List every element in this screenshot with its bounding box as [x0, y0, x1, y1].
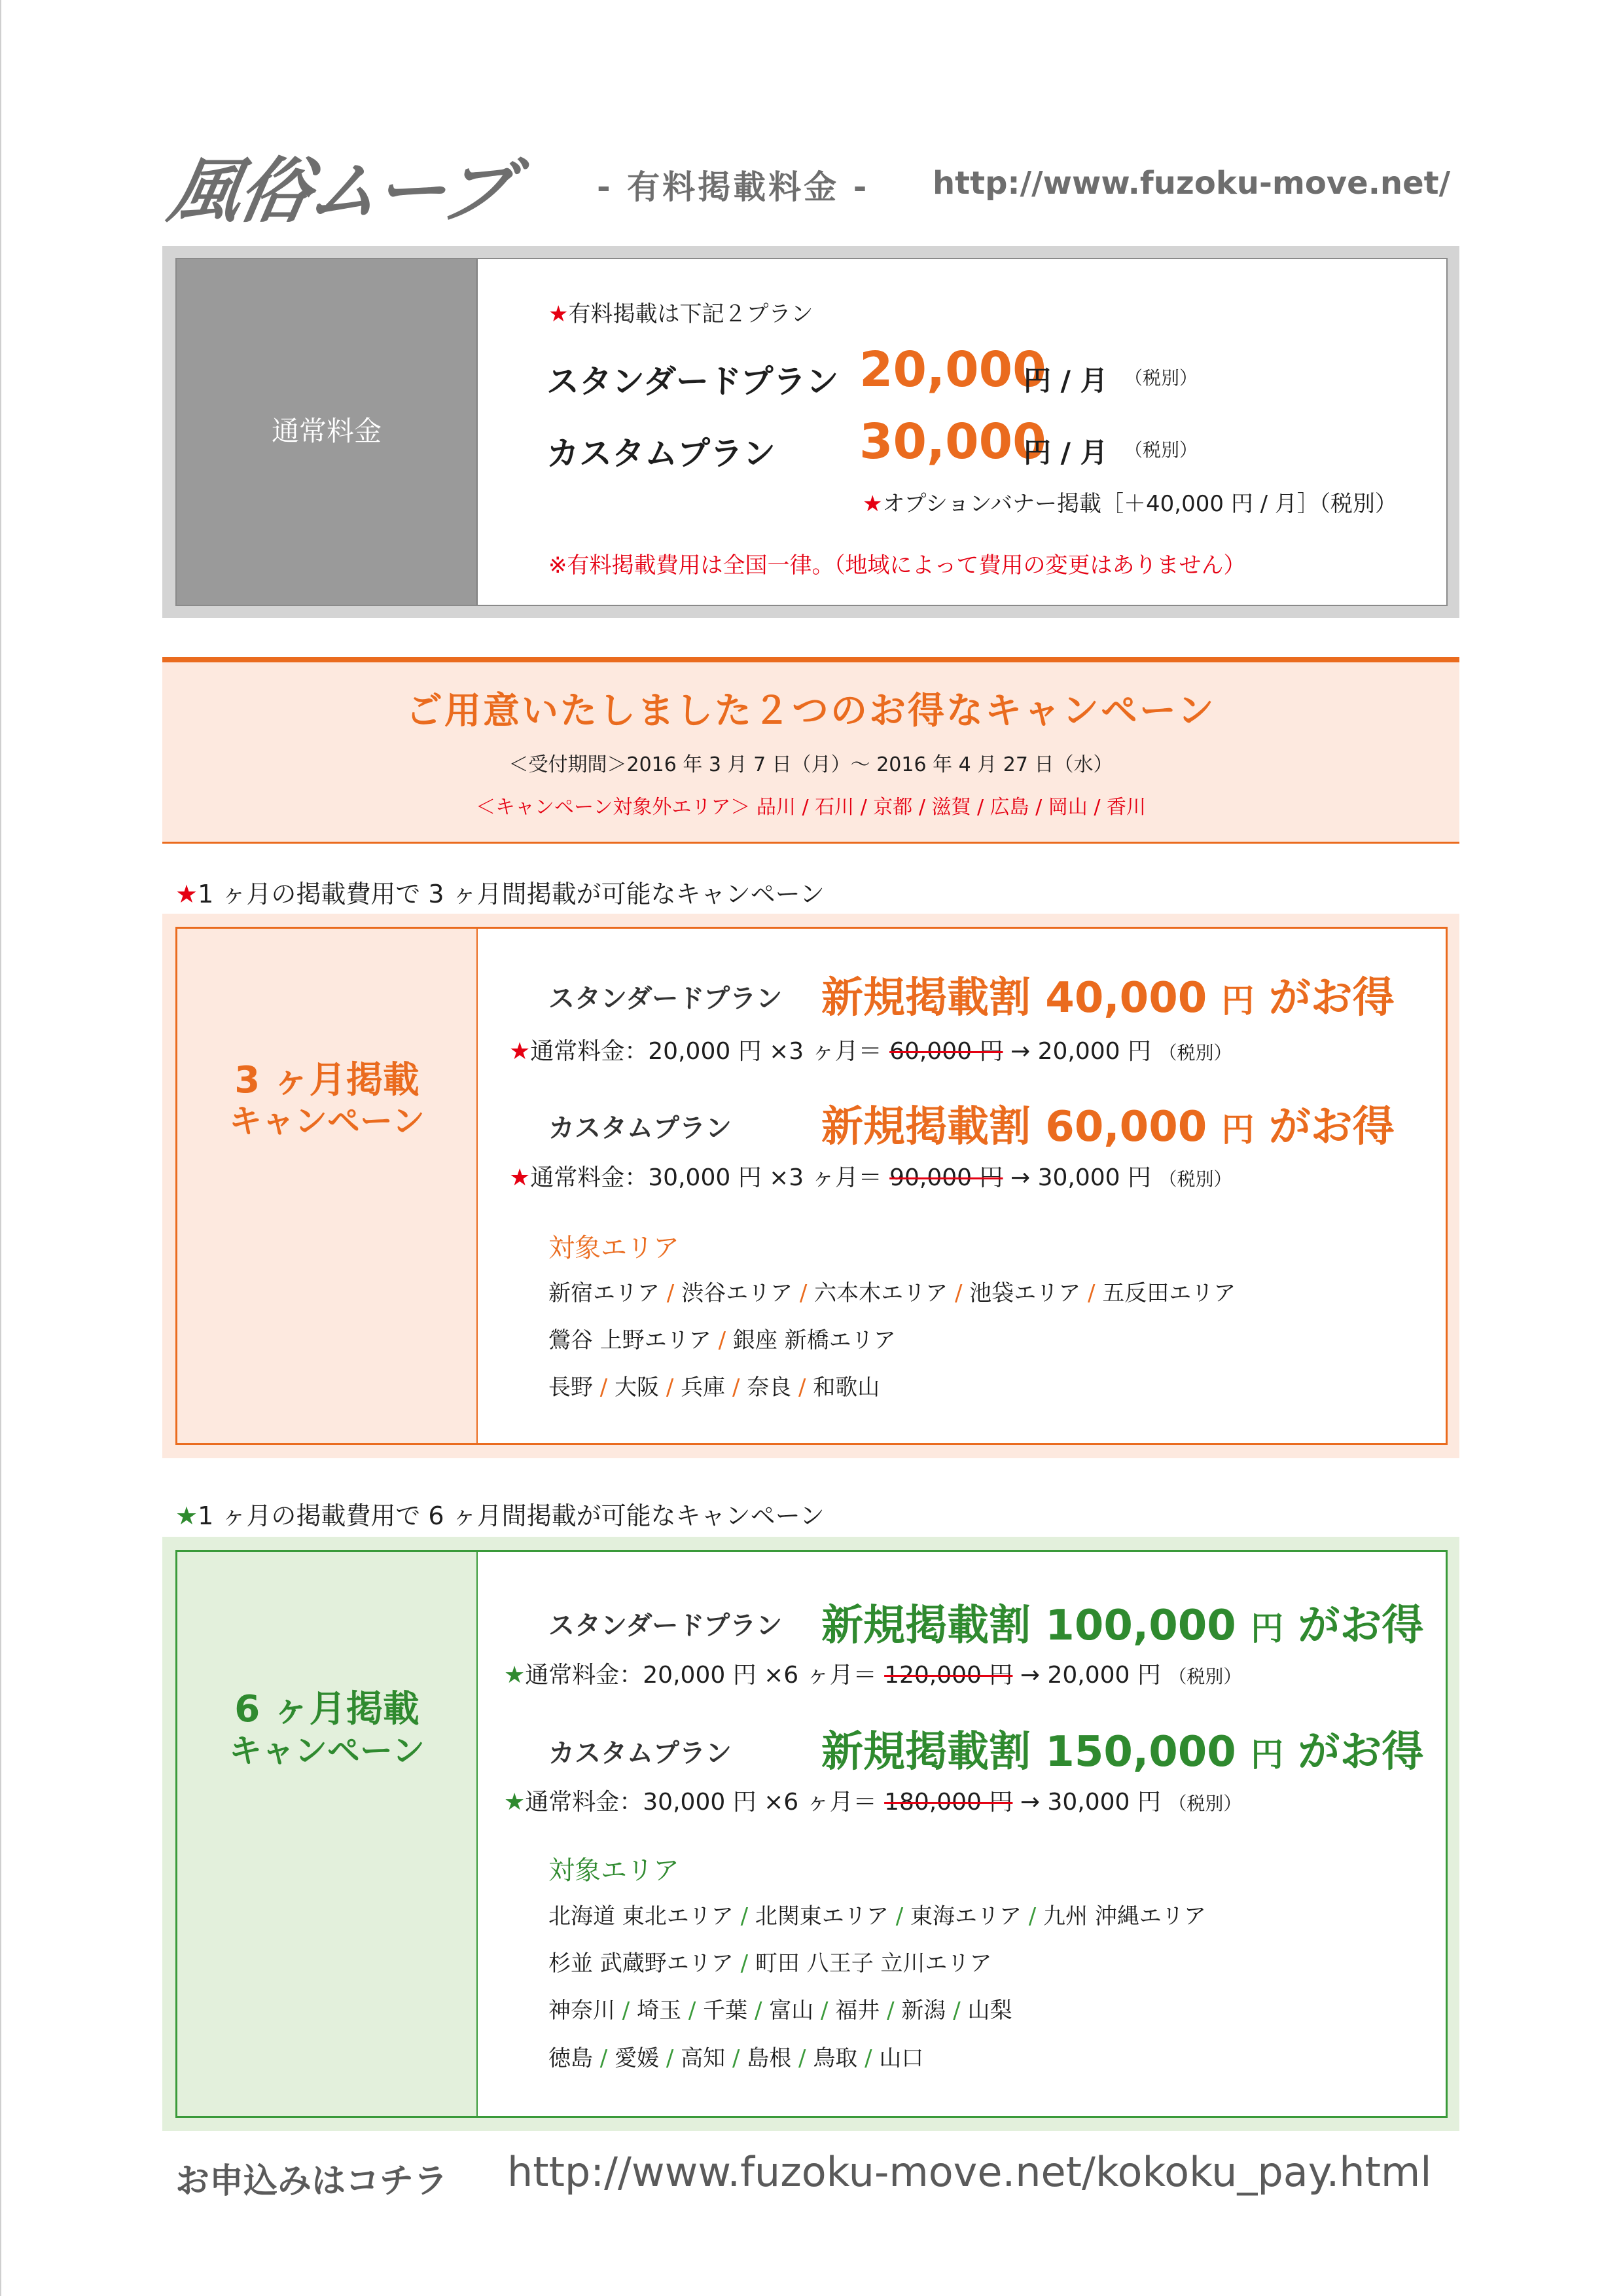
- area-item: 北関東エリア: [755, 1903, 889, 1929]
- star-icon: ★: [509, 1164, 531, 1191]
- deal-yen: 円: [1221, 1111, 1255, 1149]
- campaign-period: ＜受付期間＞2016 年 3 月 7 日（月）～ 2016 年 4 月 27 日（水）: [508, 753, 1113, 776]
- area-item: 千葉: [703, 1998, 748, 2024]
- campaign3-custom-calc: [509, 1159, 1232, 1193]
- campaign3-custom-deal: [821, 1093, 1395, 1153]
- area-item: 新潟: [901, 1998, 946, 2024]
- deal-yen: 円: [1221, 982, 1255, 1020]
- plan-intro-text: 有料掲載は下記２プラン: [568, 301, 813, 327]
- option-banner-text: オプションバナー掲載［＋40,000 円 / 月］（税別）: [882, 491, 1397, 517]
- campaign3-standard-deal: [821, 964, 1395, 1024]
- deal-suffix: がお得: [1283, 1602, 1424, 1650]
- site-url-link[interactable]: http://www.fuzoku-move.net/: [933, 165, 1451, 202]
- deal-amount: 60,000: [1045, 1103, 1207, 1151]
- star-icon: ★: [504, 1789, 526, 1816]
- area-item: 杉並 武蔵野エリア: [548, 1950, 734, 1977]
- area-item: 九州 沖縄エリア: [1043, 1903, 1206, 1929]
- area-item: 徳島: [548, 2045, 593, 2072]
- campaign-banner-top-rule: [162, 657, 1459, 662]
- standard-plan-unit: 円 / 月: [1024, 365, 1108, 397]
- campaign6-caption: [175, 1496, 825, 1532]
- area-item: 兵庫: [681, 1374, 726, 1401]
- campaign6-standard-deal: [821, 1592, 1423, 1652]
- calc-prefix: 通常料金：30,000 円 ×6 ヶ月＝: [525, 1789, 885, 1816]
- campaign6-area-row: 杉並 武蔵野エリア / 町田 八王子 立川エリア: [548, 1950, 992, 1977]
- calc-result: → 20,000 円: [1012, 1662, 1161, 1689]
- calc-tax: （税別）: [1168, 1666, 1242, 1687]
- deal-prefix: 新規掲載割: [821, 1602, 1046, 1650]
- standard-plan-name: スタンダードプラン: [546, 363, 839, 401]
- area-item: 銀座 新橋エリア: [732, 1327, 896, 1354]
- campaign6-label-line2: キャンペーン: [229, 1732, 425, 1770]
- option-banner-note: [863, 486, 1397, 518]
- area-item: 町田 八王子 立川エリア: [755, 1950, 992, 1977]
- campaign6-area-heading: 対象エリア: [548, 1856, 679, 1886]
- star-icon: ★: [175, 880, 198, 908]
- deal-amount: 100,000: [1045, 1602, 1236, 1650]
- site-logo: 風俗ムーブ: [163, 151, 518, 232]
- area-item: 和歌山: [813, 1374, 880, 1401]
- regular-pricing-label-cell: [177, 259, 478, 605]
- calc-result: → 30,000 円: [1003, 1164, 1151, 1191]
- area-item: 六本木エリア: [814, 1280, 948, 1306]
- deal-prefix: 新規掲載割: [821, 1103, 1046, 1151]
- campaign6-custom-calc: [504, 1784, 1241, 1817]
- calc-original-price: 90,000 円: [889, 1164, 1003, 1191]
- deal-yen: 円: [1251, 1736, 1284, 1774]
- page-subtitle: - 有料掲載料金 -: [597, 168, 870, 206]
- campaign3-area-row: 長野 / 大阪 / 兵庫 / 奈良 / 和歌山: [548, 1374, 880, 1401]
- calc-tax: （税別）: [1158, 1168, 1232, 1190]
- star-icon: ★: [863, 491, 883, 517]
- area-item: 鳥取: [813, 2045, 858, 2072]
- campaign3-custom-name: カスタムプラン: [548, 1113, 732, 1143]
- nationwide-price-note: ※有料掲載費用は全国一律。（地域によって費用の変更はありません）: [548, 552, 1246, 579]
- campaign3-standard-name: スタンダードプラン: [548, 984, 783, 1014]
- area-item: 北海道 東北エリア: [548, 1903, 734, 1929]
- custom-plan-tax: （税別）: [1124, 439, 1198, 461]
- campaign3-area-row: 鶯谷 上野エリア / 銀座 新橋エリア: [548, 1327, 896, 1354]
- campaign6-standard-calc: [504, 1657, 1241, 1690]
- calc-prefix: 通常料金：20,000 円 ×6 ヶ月＝: [525, 1662, 885, 1689]
- campaign3-caption-text: 1 ヶ月の掲載費用で 3 ヶ月間掲載が可能なキャンペーン: [198, 880, 825, 908]
- custom-plan-unit: 円 / 月: [1024, 437, 1108, 469]
- area-item: 新宿エリア: [548, 1280, 660, 1306]
- page-edge-line: [0, 0, 1, 2296]
- calc-prefix: 通常料金：30,000 円 ×3 ヶ月＝: [530, 1164, 890, 1191]
- campaign6-area-row: 徳島 / 愛媛 / 高知 / 島根 / 鳥取 / 山口: [548, 2045, 924, 2072]
- campaign3-label-line1: 3 ヶ月掲載: [234, 1059, 419, 1102]
- area-item: 神奈川: [548, 1998, 615, 2024]
- campaign6-area-row: 北海道 東北エリア / 北関東エリア / 東海エリア / 九州 沖縄エリア: [548, 1903, 1206, 1929]
- area-item: 五反田エリア: [1102, 1280, 1236, 1306]
- campaign3-caption: [175, 874, 825, 910]
- plan-intro: [548, 296, 813, 328]
- campaign3-area-heading: 対象エリア: [548, 1233, 679, 1263]
- apply-here-label: お申込みはコチラ: [175, 2162, 448, 2201]
- area-item: 山口: [879, 2045, 924, 2072]
- area-item: 奈良: [747, 1374, 792, 1401]
- calc-prefix: 通常料金：20,000 円 ×3 ヶ月＝: [530, 1038, 890, 1065]
- deal-suffix: がお得: [1283, 1728, 1424, 1776]
- area-item: 大阪: [615, 1374, 660, 1401]
- deal-amount: 40,000: [1045, 974, 1207, 1022]
- campaign6-area-row: 神奈川 / 埼玉 / 千葉 / 富山 / 福井 / 新潟 / 山梨: [548, 1998, 1012, 2024]
- calc-original-price: 180,000 円: [884, 1789, 1013, 1816]
- area-item: 島根: [747, 2045, 792, 2072]
- campaign-banner-bottom-rule: [162, 842, 1459, 844]
- area-item: 東海エリア: [910, 1903, 1022, 1929]
- star-icon: ★: [509, 1038, 531, 1065]
- regular-pricing-label: 通常料金: [271, 415, 382, 447]
- deal-prefix: 新規掲載割: [821, 1728, 1046, 1776]
- area-item: 埼玉: [637, 1998, 682, 2024]
- area-item: 福井: [835, 1998, 880, 2024]
- calc-tax: （税別）: [1158, 1042, 1232, 1064]
- area-item: 鶯谷 上野エリア: [548, 1327, 711, 1354]
- custom-plan-price: 30,000: [859, 414, 1046, 470]
- campaign6-label-cell: [177, 1552, 478, 2116]
- deal-suffix: がお得: [1254, 974, 1395, 1022]
- campaign3-label-cell: [177, 929, 478, 1443]
- apply-url-link[interactable]: http://www.fuzoku-move.net/kokoku_pay.html: [507, 2148, 1432, 2196]
- calc-original-price: 60,000 円: [889, 1038, 1003, 1065]
- area-item: 高知: [681, 2045, 726, 2072]
- calc-tax: （税別）: [1168, 1793, 1242, 1814]
- campaign6-custom-deal: [821, 1718, 1423, 1778]
- campaign-title: ご用意いたしました２つのお得なキャンペーン: [406, 690, 1216, 732]
- star-icon: ★: [504, 1662, 526, 1689]
- campaign-excluded-areas: ＜キャンペーン対象外エリア＞ 品川 / 石川 / 京都 / 滋賀 / 広島 / 岡山 / 香川: [475, 796, 1146, 819]
- campaign3-area-row: 新宿エリア / 渋谷エリア / 六本木エリア / 池袋エリア / 五反田エリア: [548, 1280, 1236, 1306]
- campaign3-standard-calc: [509, 1033, 1232, 1066]
- area-item: 山梨: [967, 1998, 1012, 2024]
- deal-suffix: がお得: [1254, 1103, 1395, 1151]
- deal-amount: 150,000: [1045, 1728, 1236, 1776]
- standard-plan-tax: （税別）: [1124, 367, 1198, 389]
- star-icon: ★: [548, 301, 569, 327]
- area-item: 富山: [769, 1998, 814, 2024]
- calc-original-price: 120,000 円: [884, 1662, 1013, 1689]
- area-item: 愛媛: [615, 2045, 660, 2072]
- deal-prefix: 新規掲載割: [821, 974, 1046, 1022]
- custom-plan-name: カスタムプラン: [546, 435, 776, 473]
- area-item: 長野: [548, 1374, 593, 1401]
- deal-yen: 円: [1251, 1609, 1284, 1647]
- standard-plan-price: 20,000: [859, 342, 1046, 398]
- area-item: 渋谷エリア: [681, 1280, 793, 1306]
- campaign6-standard-name: スタンダードプラン: [548, 1611, 783, 1641]
- star-icon: ★: [175, 1501, 198, 1530]
- campaign6-caption-text: 1 ヶ月の掲載費用で 6 ヶ月間掲載が可能なキャンペーン: [198, 1501, 825, 1530]
- campaign6-custom-name: カスタムプラン: [548, 1738, 732, 1768]
- area-item: 池袋エリア: [969, 1280, 1081, 1306]
- calc-result: → 30,000 円: [1012, 1789, 1161, 1816]
- campaign6-label-line1: 6 ヶ月掲載: [234, 1688, 419, 1731]
- campaign3-label-line2: キャンペーン: [229, 1102, 425, 1140]
- calc-result: → 20,000 円: [1003, 1038, 1151, 1065]
